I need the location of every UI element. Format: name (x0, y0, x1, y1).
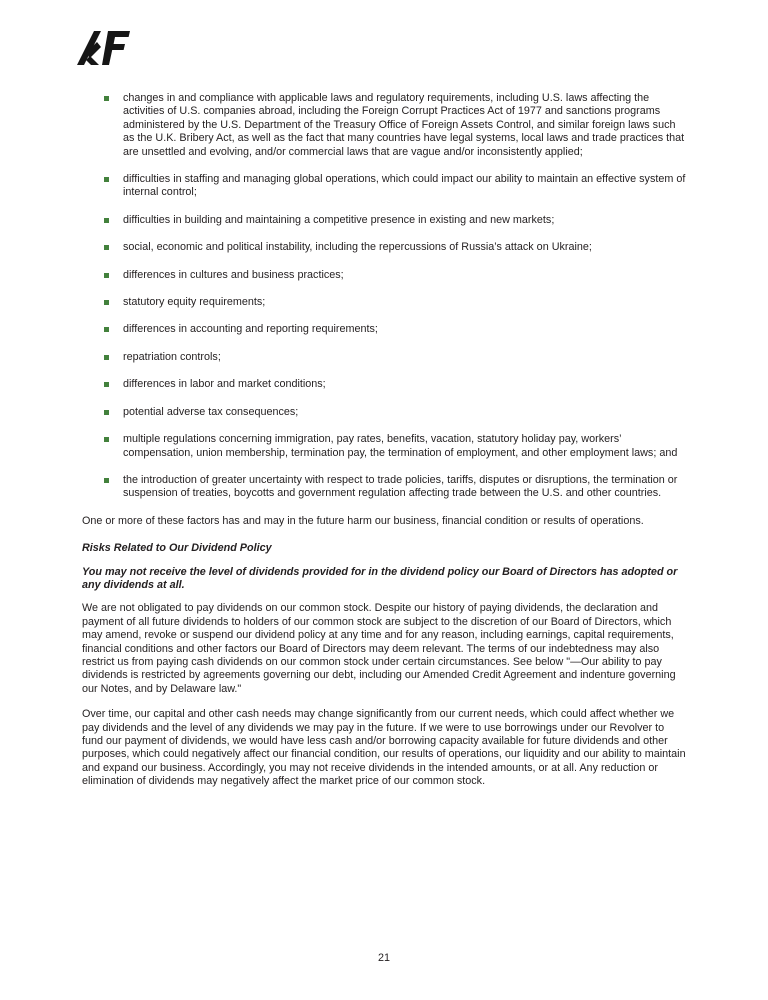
bullet-text: differences in accounting and reporting requirements; (123, 323, 378, 336)
bullet-square-icon (104, 355, 109, 360)
bullet-square-icon (104, 410, 109, 415)
bullet-text: the introduction of greater uncertainty with respect to trade policies, tariffs, disputes or disruptions, the termination or suspension of treaties, boycotts and government regulation affecting trade between the U.S. and other countries. (123, 473, 678, 500)
list-item (104, 92, 686, 159)
list-item (104, 378, 686, 391)
list-item (104, 474, 686, 501)
bullet-square-icon (104, 478, 109, 483)
paragraph-dividends-2: Over time, our capital and other cash needs may change significantly from our current needs, which could affect whether we pay dividends and the level of any dividends we may pay in the future. If we were to use borrowings under our Revolver to fund our payment of dividends, we would have less cash and/or borrowing capacity available for future dividends and other purposes, which could negatively affect our financial condition, our results of operations, our liquidity and our ability to maintain and expand our business. Accordingly, you may not receive dividends in the intended amounts, or at all. Any reduction or elimination of dividends may negatively affect the market price of our common stock. (82, 708, 686, 788)
list-item (104, 214, 686, 227)
paragraph-dividends-1: We are not obligated to pay dividends on our common stock. Despite our history of paying dividends, the declaration and payment of all future dividends to holders of our common stock are subject to the discretion of our Board of Directors, which may amend, revoke or suspend our dividend policy at any time and for any reason, including earnings, capital requirements, financial conditions and other factors our Board of Directors may deem relevant. The terms of our indebtedness may also restrict us from paying cash dividends on our common stock under certain circumstances. See below "—Our ability to pay dividends is restricted by agreements governing our debt, including our Amended Credit Agreement and indenture governing our Notes, and by Delaware law." (82, 602, 676, 695)
bullet-square-icon (104, 177, 109, 182)
list-item (104, 269, 686, 282)
bullet-text: repatriation controls; (123, 350, 221, 363)
bullet-text: potential adverse tax consequences; (123, 405, 299, 418)
bullet-square-icon (104, 327, 109, 332)
kf-logo-icon (75, 30, 131, 66)
list-item (104, 406, 686, 419)
risk-subheading: You may not receive the level of dividends provided for in the dividend policy our Board of Directors has adopted or any dividends at all. (82, 565, 678, 591)
bullet-text: differences in cultures and business practices; (123, 268, 344, 281)
bullet-square-icon (104, 273, 109, 278)
bullet-text: social, economic and political instability, including the repercussions of Russia’s attack on Ukraine; (123, 241, 592, 254)
list-item (104, 433, 686, 460)
list-item (104, 241, 686, 254)
paragraph-after-bullets: One or more of these factors has and may in the future harm our business, financial condition or results of operations. (82, 514, 644, 527)
bullet-square-icon (104, 218, 109, 223)
bullet-square-icon (104, 96, 109, 101)
bullet-square-icon (104, 300, 109, 305)
section-heading-dividend-policy: Risks Related to Our Dividend Policy (82, 542, 272, 555)
list-item (104, 173, 686, 200)
page-content (82, 92, 686, 789)
list-item (104, 323, 686, 336)
page-number: 21 (377, 952, 390, 964)
list-item (104, 296, 686, 309)
list-item (104, 351, 686, 364)
company-logo (75, 30, 686, 66)
bullet-text: difficulties in building and maintaining a competitive presence in existing and new markets; (123, 213, 555, 226)
bullet-text: difficulties in staffing and managing global operations, which could impact our ability to maintain an effective system of internal control; (123, 173, 686, 199)
risk-factor-bullet-list (82, 92, 686, 501)
bullet-text: changes in and compliance with applicable laws and regulatory requirements, including U.S. laws affecting the activities of U.S. companies abroad, including the Foreign Corrupt Practices Act of 1977 and sanctions programs administered by the U.S. Department of the Treasury Office of Foreign Assets Control, and similar foreign laws such as the U.K. Bribery Act, as well as the fact that many countries have legal systems, local laws and trade practices that are unsettled and evolving, and/or commercial laws that are vague and/or inconsistently applied; (123, 92, 685, 158)
bullet-square-icon (104, 245, 109, 250)
bullet-text: multiple regulations concerning immigration, pay rates, benefits, vacation, statutory holiday pay, workers’ compensation, union membership, termination pay, the termination of employment, and other employment laws; and (123, 433, 678, 459)
bullet-text: statutory equity requirements; (123, 296, 266, 309)
bullet-square-icon (104, 382, 109, 387)
bullet-text: differences in labor and market conditions; (123, 378, 326, 391)
bullet-square-icon (104, 437, 109, 442)
